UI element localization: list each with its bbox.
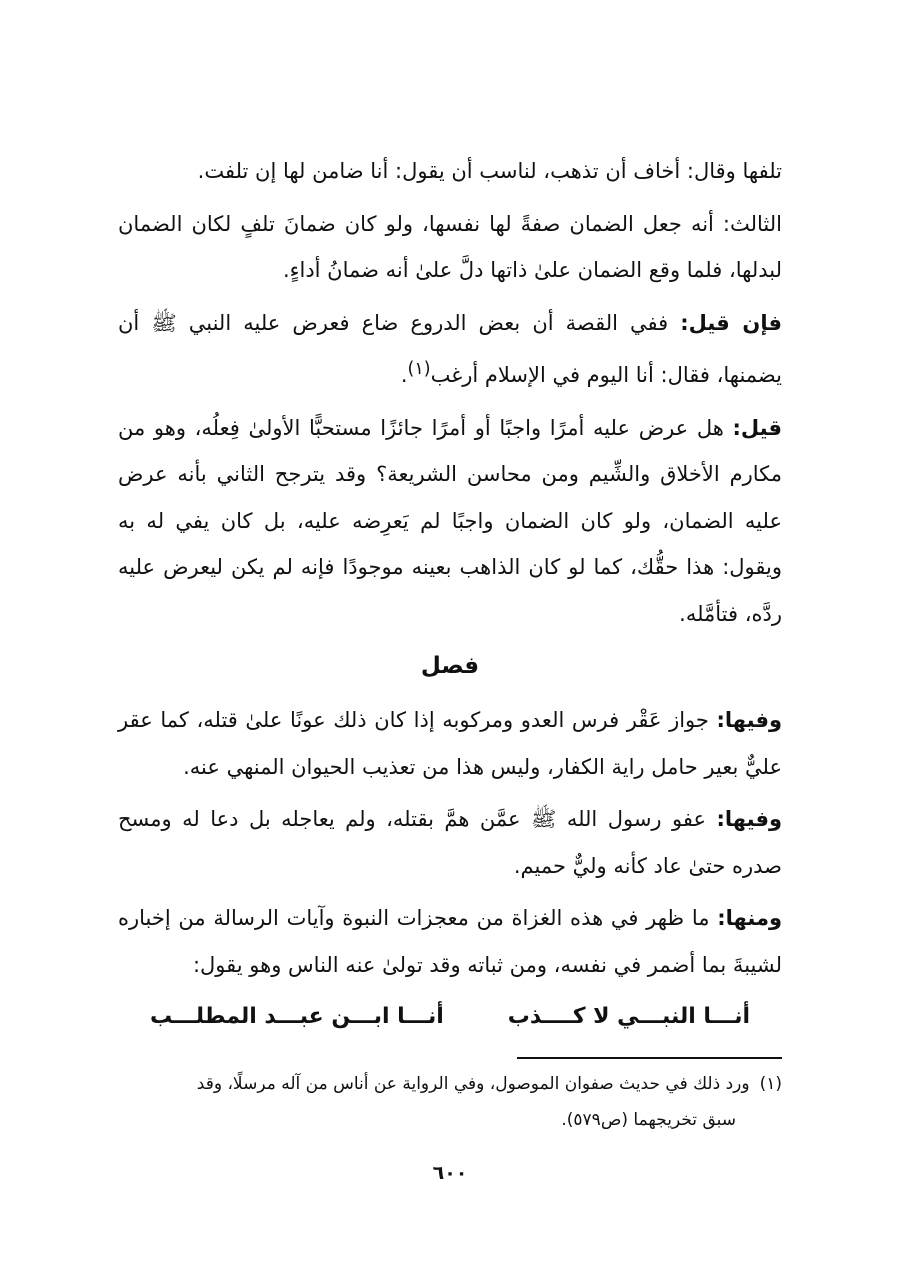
paragraph-4-lead: قيل: [732,415,782,440]
paragraph-4 [118,405,782,638]
footnotes [118,1066,782,1138]
paragraph-6 [118,796,782,889]
verse-second-hemistich: أنـــا ابـــن عبـــد المطلـــب [149,1004,444,1029]
paragraph-5-text: جواز عَقْر فرس العدو ومركوبه إذا كان ذلك عونًا علىٰ قتله، كما عقر عليٌّ بعير حامل راية الكفار، وليس هذا من تعذيب الحيوان المنهي عنه. [118,708,782,779]
paragraph-4-text: هل عرض عليه أمرًا واجبًا أو أمرًا جائزًا مستحبًّا الأولىٰ فِعلُه، وهو من مكارم الأخلاق والشِّيم ومن محاسن الشريعة؟ وقد يترجح الثاني بأنه عرض عليه الضمان، ولو كان الضمان واجبًا لم يَعرِضه عليه، بل كان يفي له به ويقول: هذا حقُّك، كما لو كان الذاهب بعينه موجودًا فإنه لم يكن ليعرض عليه ردَّه، فتأمَّله. [118,415,782,626]
paragraph-6-text: عفو رسول الله ﷺ عمَّن همَّ بقتله، ولم يعاجله بل دعا له ومسح صدره حتىٰ عاد كأنه وليٌّ حميم. [118,807,782,878]
paragraph-7-text: ما ظهر في هذه الغزاة من معجزات النبوة وآيات الرسالة من إخباره لشيبةَ بما أضمر في نفسه، ومن ثباته وقد تولىٰ عنه الناس وهو يقول: [118,906,782,977]
page-body [118,148,782,1040]
paragraph-2-text: الثالث: أنه جعل الضمان صفةً لها نفسها، ولو كان ضمانَ تلفٍ لكان الضمان لبدلها، فلما وقع الضمان علىٰ ذاتها دلَّ علىٰ أنه ضمانُ أداءٍ. [118,211,782,282]
paragraph-5-lead: وفيها: [716,708,782,732]
paragraph-5 [118,697,782,790]
footnote-number: (١) [759,1074,782,1094]
footnote-divider [517,1057,782,1059]
paragraph-3 [118,300,782,399]
section-heading: فصل [420,653,480,679]
paragraph-3-text: ففي القصة أن بعض الدروع ضاع فعرض عليه النبي ﷺ أن يضمنها، فقال: أنا اليوم في الإسلام أرغب [118,310,782,387]
footnote-line-2: سبق تخريجهما (ص٥٧٩). [561,1110,736,1130]
paragraph-1-text: تلفها وقال: أخاف أن تذهب، لناسب أن يقول: أنا ضامن لها إن تلفت. [197,159,782,183]
paragraph-2 [118,201,782,294]
paragraph-3-lead: فإن قيل: [680,310,782,335]
verse-first-hemistich: أنـــا النبـــي لا كــــذب [507,1004,751,1029]
paragraph-6-lead: وفيها: [716,807,782,831]
paragraph-7-lead: ومنها: [717,906,782,930]
footnote-ref-1[interactable]: (١) [407,359,431,379]
paragraph-3-end: . [400,363,408,387]
paragraph-7 [118,895,782,988]
paragraph-1 [118,148,782,195]
footnote-line-1: ورد ذلك في حديث صفوان الموصول، وفي الرواية عن أناس من آله مرسلًا، وقد [196,1074,750,1094]
page-number: ٦٠٠ [432,1162,468,1184]
poetry-verse [118,994,782,1040]
